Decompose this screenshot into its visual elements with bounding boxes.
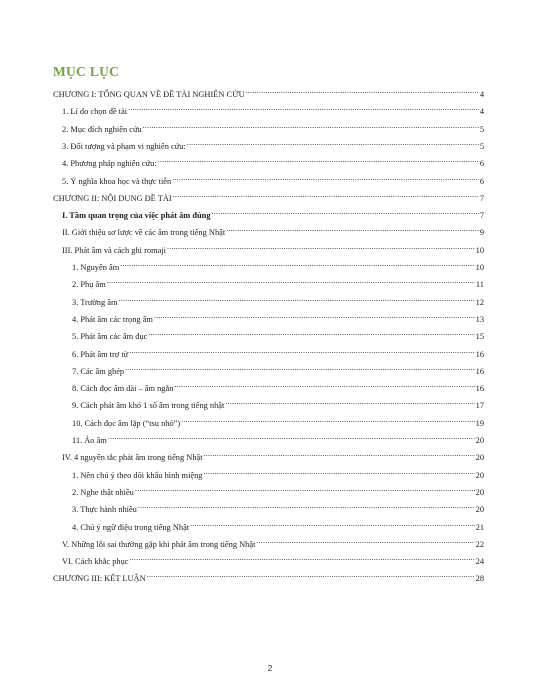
toc-entry-label: 10. Cách đọc âm lặp (“tsu nhỏ”)	[72, 418, 181, 428]
toc-leader-dots	[212, 205, 479, 218]
toc-entry-page: 28	[475, 574, 484, 584]
toc-entry[interactable]	[0, 257, 540, 270]
toc-entry-page: 11	[475, 280, 484, 290]
page-number: 2	[267, 663, 273, 673]
toc-entry-page: 4	[479, 90, 484, 99]
toc-entry[interactable]	[0, 551, 540, 567]
toc-entry[interactable]	[0, 344, 540, 357]
toc-entry[interactable]	[0, 465, 540, 478]
toc-entry-label: 4. Phát âm các trọng âm	[72, 314, 153, 324]
toc-entry-page: 7	[479, 211, 484, 221]
toc-leader-dots	[125, 361, 475, 374]
toc-entry[interactable]	[0, 153, 540, 169]
toc-entry-page: 24	[475, 557, 484, 567]
toc-leader-dots	[128, 101, 479, 114]
toc-entry[interactable]	[0, 499, 540, 515]
toc-entry[interactable]	[0, 205, 540, 221]
toc-leader-dots	[135, 482, 475, 495]
toc-leader-dots	[148, 326, 474, 339]
toc-entry-page: 13	[475, 314, 484, 324]
toc-entry-page: 22	[475, 539, 484, 549]
toc-entry-page: 20	[475, 436, 484, 445]
toc-leader-dots	[204, 465, 475, 478]
toc-entry[interactable]	[0, 188, 540, 201]
toc-entry-label: 3. Thực hành nhiều	[72, 505, 137, 515]
toc-entry-label: 3. Đối tượng và phạm vi nghiên cứu:	[62, 141, 186, 151]
toc-entry[interactable]	[0, 101, 540, 117]
toc-entry-page: 19	[475, 418, 484, 428]
toc-entry-label: 2. Nghe thật nhiều	[72, 487, 134, 497]
toc-entry-label: 11. Ảo âm	[72, 436, 107, 445]
toc-entry[interactable]	[0, 326, 540, 342]
toc-entry-label: CHƯƠNG I: TỔNG QUAN VỀ ĐỀ TÀI NGHIÊN CỨU	[53, 90, 245, 99]
toc-entry-label: III. Phát âm và cách ghi romaji	[62, 245, 166, 255]
toc-entry-label: 2. Phụ âm	[72, 280, 106, 290]
toc-entry[interactable]	[0, 430, 540, 443]
toc-title: MỤC LỤC	[53, 64, 120, 79]
toc-leader-dots	[119, 292, 475, 305]
toc-entry-page: 4	[479, 107, 484, 117]
toc-entry[interactable]	[0, 482, 540, 495]
toc-entry-label: 7. Các âm ghép	[72, 366, 125, 376]
toc-entry[interactable]	[0, 119, 540, 132]
toc-entry[interactable]	[0, 84, 540, 97]
toc-entry[interactable]	[0, 292, 540, 305]
toc-entry[interactable]	[0, 378, 540, 394]
toc-leader-dots	[120, 257, 474, 270]
toc-leader-dots	[154, 309, 475, 322]
toc-entry[interactable]	[0, 361, 540, 374]
toc-entry-label: 6. Phát âm trợ từ	[72, 349, 129, 359]
toc-entry-label: IV. 4 nguyên tắc phát âm trong tiếng Nhật	[62, 453, 203, 463]
toc-entry-label: I. Tầm quan trọng của việc phát âm đúng	[62, 211, 211, 221]
toc-entry-page: 16	[475, 384, 484, 394]
toc-entry-label: 5. Phát âm các âm đục	[72, 332, 148, 342]
toc-entry[interactable]	[0, 395, 540, 411]
toc-entry-page: 15	[475, 332, 484, 342]
toc-leader-dots	[181, 413, 474, 426]
toc-entry-label: 5. Ý nghĩa khoa học và thực tiễn	[62, 176, 172, 186]
toc-entry[interactable]	[0, 309, 540, 322]
toc-entry-label: 4. Chú ý ngữ điệu trong tiếng Nhật	[72, 522, 190, 532]
toc-entry[interactable]	[0, 447, 540, 463]
toc-entry-label: II. Giới thiệu sơ lược về các âm trong tiếng Nhật	[62, 228, 226, 238]
toc-leader-dots	[225, 395, 474, 408]
toc-entry-label: 1. Lí do chọn đề tài	[62, 107, 128, 117]
toc-leader-dots	[204, 447, 475, 460]
toc-entry-page: 6	[479, 176, 484, 186]
toc-leader-dots	[190, 517, 475, 530]
toc-entry-page: 7	[479, 193, 484, 203]
toc-entry[interactable]	[0, 274, 540, 290]
toc-entry-page: 16	[475, 349, 484, 359]
toc-entry-page: 21	[475, 522, 484, 532]
toc-leader-dots	[147, 568, 475, 581]
toc-entry-page: 10	[475, 245, 484, 255]
toc-entry-label: 1. Nên chú ý theo dõi khẩu hình miệng	[72, 470, 203, 480]
toc-leader-dots	[138, 499, 475, 512]
toc-leader-dots	[129, 344, 474, 357]
toc-entry-page: 5	[479, 124, 484, 134]
toc-entry-label: 8. Cách đọc âm dài – âm ngắn	[72, 384, 174, 394]
toc-entry-page: 16	[475, 366, 484, 376]
toc-entry-page: 20	[475, 487, 484, 497]
toc-entry-label: VI. Cách khắc phục	[62, 557, 129, 567]
toc-leader-dots	[173, 188, 479, 201]
toc-entry[interactable]	[0, 171, 540, 184]
toc-leader-dots	[130, 551, 475, 564]
toc-entry-label: 1. Nguyên âm	[72, 263, 120, 272]
toc-entry-label: 9. Cách phát âm khó 1 số âm trong tiếng nhật	[72, 401, 225, 411]
toc-entry-page: 20	[475, 470, 484, 480]
toc-entry-page: 20	[475, 453, 484, 463]
toc-entry-page: 20	[475, 505, 484, 515]
toc-entry[interactable]	[0, 534, 540, 547]
toc-leader-dots	[158, 153, 479, 166]
toc-entry-label: V. Những lỗi sai thường gặp khi phát âm trong tiếng Nhật	[62, 539, 256, 549]
toc-entry[interactable]	[0, 568, 540, 584]
toc-entry-label: CHƯƠNG II: NỘI DUNG ĐỀ TÀI	[53, 193, 172, 203]
toc-entry-page: 12	[475, 297, 484, 307]
toc-entry[interactable]	[0, 240, 540, 253]
toc-leader-dots	[226, 222, 479, 235]
toc-entry-page: 9	[479, 228, 484, 238]
toc-entry[interactable]	[0, 413, 540, 426]
toc-entry[interactable]	[0, 136, 540, 149]
toc-entry-page: 5	[479, 141, 484, 151]
toc-leader-dots	[108, 430, 475, 443]
toc-entry-label: 3. Trường âm	[72, 297, 118, 307]
toc-entry-label: CHƯƠNG III: KẾT LUẬN	[53, 574, 146, 584]
toc-entry-label: 4. Phương pháp nghiên cứu:	[62, 159, 157, 169]
toc-leader-dots	[256, 534, 474, 547]
toc-entry[interactable]	[0, 222, 540, 238]
toc-entry-page: 17	[475, 401, 484, 411]
toc-entry-label: 2. Mục đích nghiên cứu	[62, 124, 142, 134]
toc-leader-dots	[143, 119, 479, 132]
toc-leader-dots	[107, 274, 475, 287]
toc-entry-page: 6	[479, 159, 484, 169]
toc-entry-page: 10	[475, 263, 484, 272]
toc-leader-dots	[172, 171, 479, 184]
toc-leader-dots	[187, 136, 479, 149]
toc-leader-dots	[174, 378, 474, 391]
toc-entry[interactable]	[0, 517, 540, 530]
toc-leader-dots	[246, 84, 479, 97]
toc-leader-dots	[167, 240, 475, 253]
